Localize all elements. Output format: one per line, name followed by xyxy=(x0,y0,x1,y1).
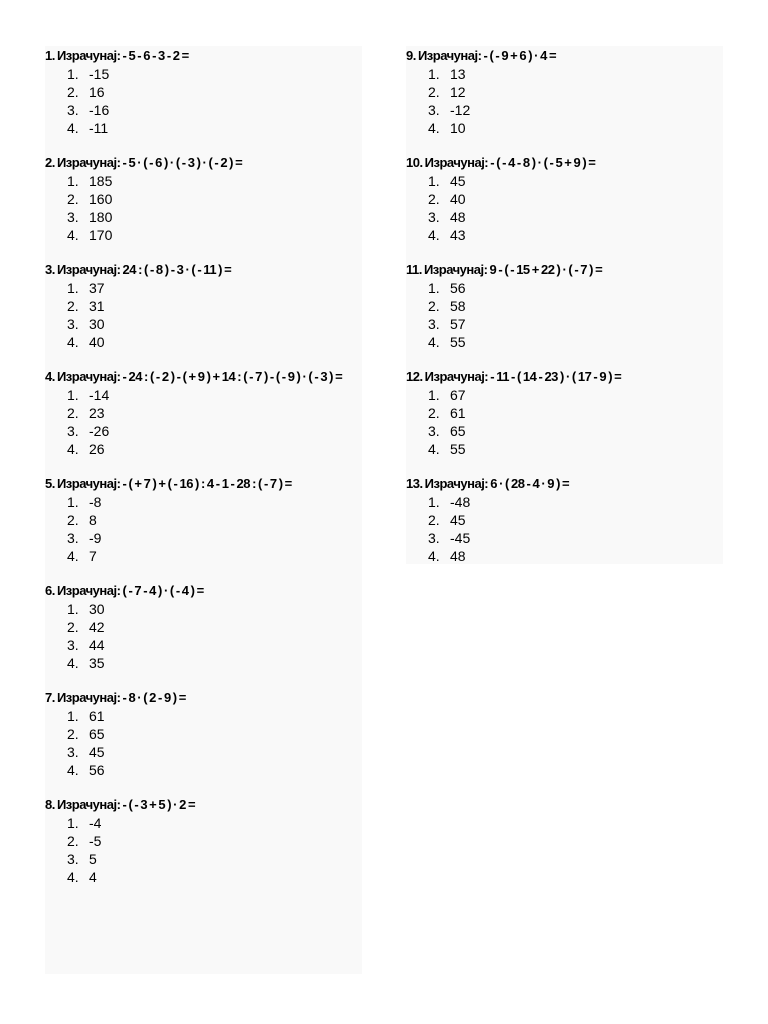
answer-value: 160 xyxy=(89,191,113,207)
answer-list xyxy=(406,279,723,351)
answer-number: 1. xyxy=(67,815,79,831)
answer-list xyxy=(406,386,723,458)
answer-value: 26 xyxy=(89,441,105,457)
answer-number: 3. xyxy=(428,423,440,439)
answer-option[interactable] xyxy=(45,119,362,137)
answer-list xyxy=(45,172,362,244)
answer-option[interactable] xyxy=(45,511,362,529)
answer-value: 65 xyxy=(89,726,105,742)
answer-number: 2. xyxy=(67,405,79,421)
answer-option[interactable] xyxy=(45,190,362,208)
answer-number: 4. xyxy=(67,655,79,671)
answer-value: 170 xyxy=(89,227,113,243)
answer-option[interactable] xyxy=(45,529,362,547)
answer-option[interactable] xyxy=(45,315,362,333)
answer-number: 2. xyxy=(67,833,79,849)
question-title: 5. Израчунај: - ( + 7 ) + ( - 16 ) : 4 - 1 - 28 : ( - 7 ) = xyxy=(45,476,292,491)
question-block xyxy=(45,261,362,351)
answer-value: 5 xyxy=(89,851,97,867)
answer-list xyxy=(406,172,723,244)
answer-number: 2. xyxy=(67,298,79,314)
answer-value: 31 xyxy=(89,298,105,314)
answer-option[interactable] xyxy=(406,172,723,190)
answer-option[interactable] xyxy=(406,440,723,458)
answer-value: -12 xyxy=(450,102,471,118)
answer-option[interactable] xyxy=(45,404,362,422)
answer-number: 1. xyxy=(428,387,440,403)
answer-option[interactable] xyxy=(45,333,362,351)
answer-option[interactable] xyxy=(406,529,723,547)
answer-number: 3. xyxy=(67,530,79,546)
answer-option[interactable] xyxy=(406,493,723,511)
answer-value: -15 xyxy=(89,66,110,82)
answer-value: 45 xyxy=(450,173,466,189)
question-title: 1. Израчунај: - 5 - 6 - 3 - 2 = xyxy=(45,48,189,63)
answer-number: 1. xyxy=(428,494,440,510)
answer-number: 3. xyxy=(428,209,440,225)
answer-value: 35 xyxy=(89,655,105,671)
answer-number: 1. xyxy=(67,494,79,510)
question-title: 11. Израчунај: 9 - ( - 15 + 22 ) · ( - 7 ) = xyxy=(406,262,603,277)
answer-value: 7 xyxy=(89,548,97,564)
answer-option[interactable] xyxy=(45,850,362,868)
question-title: 3. Израчунај: 24 : ( - 8 ) - 3 · ( - 11 ) = xyxy=(45,262,232,277)
answer-number: 4. xyxy=(428,120,440,136)
answer-option[interactable] xyxy=(45,101,362,119)
answer-value: 56 xyxy=(89,762,105,778)
question-title: 12. Израчунај: - 11 - ( 14 - 23 ) · ( 17 - 9 ) = xyxy=(406,369,622,384)
answer-value: 55 xyxy=(450,334,466,350)
answer-number: 1. xyxy=(67,601,79,617)
answer-value: 30 xyxy=(89,601,105,617)
question-block xyxy=(406,47,723,137)
answer-number: 3. xyxy=(67,423,79,439)
question-block xyxy=(406,261,723,351)
question-block xyxy=(45,689,362,779)
answer-list xyxy=(45,493,362,565)
answer-value: 45 xyxy=(89,744,105,760)
answer-value: 10 xyxy=(450,120,466,136)
answer-number: 2. xyxy=(428,405,440,421)
answer-number: 1. xyxy=(67,708,79,724)
answer-value: 58 xyxy=(450,298,466,314)
question-block xyxy=(45,47,362,137)
answer-number: 3. xyxy=(67,102,79,118)
answer-number: 2. xyxy=(428,298,440,314)
answer-number: 3. xyxy=(67,637,79,653)
answer-number: 2. xyxy=(67,619,79,635)
answer-option[interactable] xyxy=(45,422,362,440)
answer-value: 16 xyxy=(89,84,105,100)
answer-value: 61 xyxy=(89,708,105,724)
answer-value: 42 xyxy=(89,619,105,635)
question-title: 4. Израчунај: - 24 : ( - 2 ) - ( + 9 ) + 14 : ( - 7 ) - ( - 9 ) · ( - 3 ) = xyxy=(45,369,343,384)
answer-option[interactable] xyxy=(45,386,362,404)
answer-list xyxy=(45,65,362,137)
answer-number: 1. xyxy=(428,66,440,82)
answer-number: 4. xyxy=(67,441,79,457)
answer-option[interactable] xyxy=(406,386,723,404)
answer-number: 4. xyxy=(428,334,440,350)
answer-number: 2. xyxy=(67,191,79,207)
answer-option[interactable] xyxy=(406,226,723,244)
answer-value: 48 xyxy=(450,209,466,225)
question-title: 7. Израчунај: - 8 · ( 2 - 9 ) = xyxy=(45,690,186,705)
answer-number: 3. xyxy=(428,102,440,118)
answer-option[interactable] xyxy=(45,440,362,458)
answer-option[interactable] xyxy=(406,101,723,119)
answer-value: 67 xyxy=(450,387,466,403)
answer-option[interactable] xyxy=(45,493,362,511)
question-title: 2. Израчунај: - 5 · ( - 6 ) · ( - 3 ) · ( - 2 ) = xyxy=(45,155,243,170)
answer-list xyxy=(45,279,362,351)
answer-number: 2. xyxy=(67,726,79,742)
answer-value: 180 xyxy=(89,209,113,225)
answer-option[interactable] xyxy=(45,208,362,226)
answer-option[interactable] xyxy=(45,297,362,315)
answer-number: 1. xyxy=(428,280,440,296)
question-block xyxy=(45,368,362,458)
question-block xyxy=(45,796,362,886)
answer-number: 4. xyxy=(67,120,79,136)
answer-number: 3. xyxy=(67,851,79,867)
answer-option[interactable] xyxy=(406,315,723,333)
answer-number: 2. xyxy=(428,84,440,100)
question-title: 13. Израчунај: 6 · ( 28 - 4 · 9 ) = xyxy=(406,476,570,491)
right-question-column xyxy=(406,46,723,564)
question-title: 9. Израчунај: - ( - 9 + 6 ) · 4 = xyxy=(406,48,557,63)
answer-number: 4. xyxy=(67,227,79,243)
answer-option[interactable] xyxy=(406,297,723,315)
answer-value: 57 xyxy=(450,316,466,332)
answer-value: 44 xyxy=(89,637,105,653)
answer-option[interactable] xyxy=(45,868,362,886)
answer-list xyxy=(406,493,723,565)
answer-value: 4 xyxy=(89,869,97,885)
answer-value: -48 xyxy=(450,494,471,510)
answer-number: 3. xyxy=(67,744,79,760)
answer-option[interactable] xyxy=(45,279,362,297)
answer-value: 185 xyxy=(89,173,113,189)
answer-number: 1. xyxy=(67,66,79,82)
answer-option[interactable] xyxy=(45,761,362,779)
answer-number: 2. xyxy=(428,512,440,528)
answer-value: 65 xyxy=(450,423,466,439)
answer-option[interactable] xyxy=(45,618,362,636)
answer-option[interactable] xyxy=(45,65,362,83)
answer-value: 61 xyxy=(450,405,466,421)
answer-option[interactable] xyxy=(406,422,723,440)
answer-number: 4. xyxy=(67,762,79,778)
answer-value: 40 xyxy=(450,191,466,207)
answer-number: 3. xyxy=(428,530,440,546)
answer-value: 30 xyxy=(89,316,105,332)
answer-value: -14 xyxy=(89,387,110,403)
answer-number: 3. xyxy=(67,316,79,332)
answer-option[interactable] xyxy=(406,279,723,297)
answer-option[interactable] xyxy=(406,333,723,351)
answer-number: 1. xyxy=(67,387,79,403)
answer-number: 2. xyxy=(67,512,79,528)
answer-value: 37 xyxy=(89,280,105,296)
answer-value: 8 xyxy=(89,512,97,528)
answer-value: -8 xyxy=(89,494,102,510)
answer-value: 55 xyxy=(450,441,466,457)
answer-option[interactable] xyxy=(45,814,362,832)
answer-option[interactable] xyxy=(406,190,723,208)
answer-option[interactable] xyxy=(45,654,362,672)
answer-option[interactable] xyxy=(45,725,362,743)
answer-number: 1. xyxy=(428,173,440,189)
question-title: 10. Израчунај: - ( - 4 - 8 ) · ( - 5 + 9 ) = xyxy=(406,155,596,170)
answer-option[interactable] xyxy=(45,636,362,654)
answer-value: -9 xyxy=(89,530,102,546)
answer-option[interactable] xyxy=(406,65,723,83)
answer-value: 43 xyxy=(450,227,466,243)
answer-number: 4. xyxy=(67,548,79,564)
answer-value: -26 xyxy=(89,423,110,439)
answer-value: 13 xyxy=(450,66,466,82)
answer-option[interactable] xyxy=(406,119,723,137)
question-block xyxy=(45,582,362,672)
answer-option[interactable] xyxy=(406,208,723,226)
answer-value: 48 xyxy=(450,548,466,564)
answer-number: 3. xyxy=(428,316,440,332)
answer-number: 4. xyxy=(428,548,440,564)
answer-option[interactable] xyxy=(45,172,362,190)
answer-value: 40 xyxy=(89,334,105,350)
question-title: 8. Израчунај: - ( - 3 + 5 ) · 2 = xyxy=(45,797,196,812)
answer-list xyxy=(45,600,362,672)
answer-number: 2. xyxy=(428,191,440,207)
answer-value: 12 xyxy=(450,84,466,100)
answer-number: 1. xyxy=(67,280,79,296)
answer-number: 4. xyxy=(428,227,440,243)
answer-value: 45 xyxy=(450,512,466,528)
answer-value: -45 xyxy=(450,530,471,546)
answer-option[interactable] xyxy=(45,226,362,244)
answer-number: 2. xyxy=(67,84,79,100)
answer-list xyxy=(45,707,362,779)
answer-number: 4. xyxy=(67,869,79,885)
answer-list xyxy=(45,814,362,886)
answer-option[interactable] xyxy=(406,83,723,101)
question-title: 6. Израчунај: ( - 7 - 4 ) · ( - 4 ) = xyxy=(45,583,204,598)
answer-value: -5 xyxy=(89,833,102,849)
answer-option[interactable] xyxy=(45,547,362,565)
question-block xyxy=(406,154,723,244)
answer-option[interactable] xyxy=(45,707,362,725)
answer-number: 4. xyxy=(67,334,79,350)
answer-number: 1. xyxy=(67,173,79,189)
answer-value: -16 xyxy=(89,102,110,118)
answer-number: 4. xyxy=(428,441,440,457)
question-block xyxy=(45,154,362,244)
answer-list xyxy=(45,386,362,458)
answer-option[interactable] xyxy=(45,743,362,761)
answer-list xyxy=(406,65,723,137)
question-block xyxy=(45,475,362,565)
answer-value: -4 xyxy=(89,815,102,831)
answer-option[interactable] xyxy=(45,83,362,101)
answer-value: 56 xyxy=(450,280,466,296)
answer-option[interactable] xyxy=(406,511,723,529)
answer-value: 23 xyxy=(89,405,105,421)
question-block xyxy=(406,475,723,565)
answer-number: 3. xyxy=(67,209,79,225)
answer-value: -11 xyxy=(89,120,109,136)
answer-option[interactable] xyxy=(406,404,723,422)
answer-option[interactable] xyxy=(45,832,362,850)
answer-option[interactable] xyxy=(406,547,723,565)
answer-option[interactable] xyxy=(45,600,362,618)
left-question-column xyxy=(45,46,362,974)
question-block xyxy=(406,368,723,458)
